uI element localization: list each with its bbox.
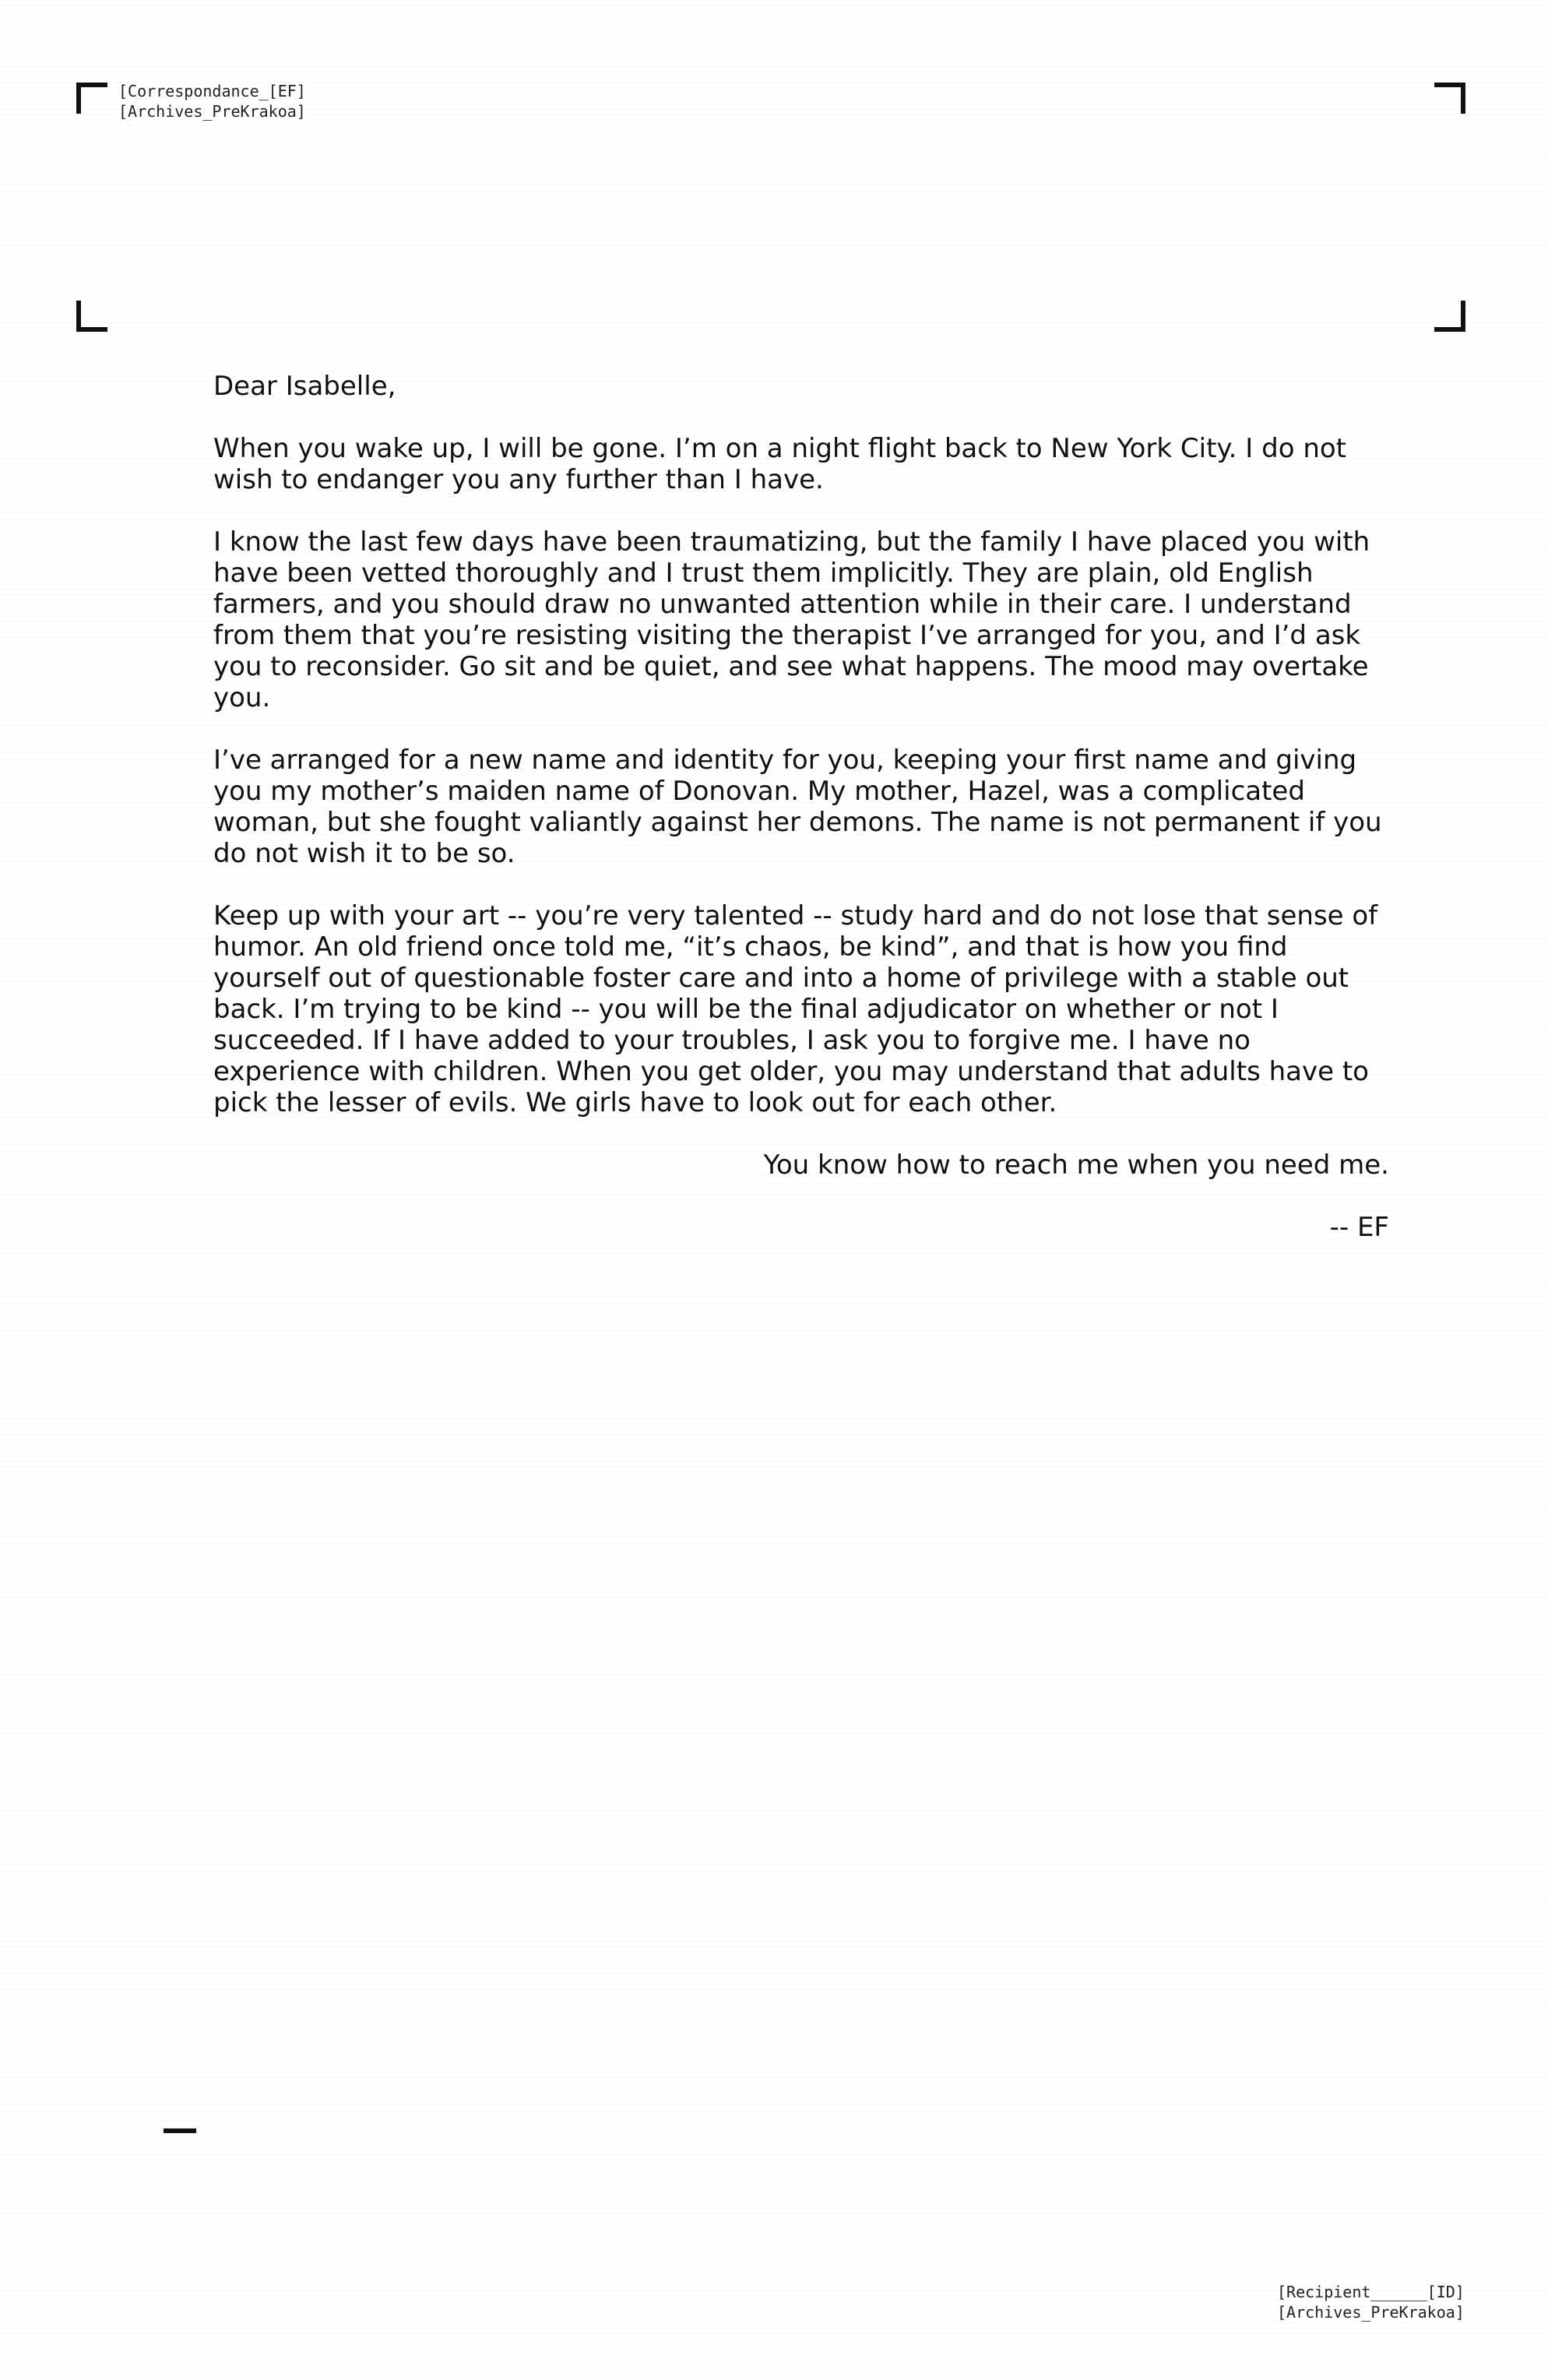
letter-paragraph-3: I’ve arranged for a new name and identity for you, keeping your first name and giving you my mother’s maiden name of Donovan. My mother, Hazel, was a complicated woman, but she fought valiantly against her demons. The name is not permanent if you do not wish it to be so.: [213, 745, 1382, 869]
letter-paragraph-1: When you wake up, I will be gone. I’m on a night flight back to New York City. I do not wish to endanger you any further than I have.: [213, 433, 1346, 495]
corner-mark-top-left: [76, 83, 107, 114]
footer-tag-line-1: [Recipient______[ID]: [1277, 2283, 1465, 2301]
corner-mark-bottom-left: [76, 301, 107, 332]
letter-paragraph-2: I know the last few days have been traumatizing, but the family I have placed you with have been vetted thoroughly and I trust them implicitly. They are plain, old English farmers, and you should draw no unwanted attention while in their care. I understand from them that you’re resisting visiting the therapist I’ve arranged for you, and I’d ask you to reconsider. Go sit and be quiet, and see what happens. The mood may overtake you.: [213, 526, 1370, 713]
signature: -- EF: [1329, 1212, 1389, 1243]
dash-mark: [164, 2128, 196, 2133]
corner-mark-bottom-right: [1434, 301, 1465, 332]
archive-header-tag: [118, 81, 306, 121]
letter-body: [213, 371, 1389, 1274]
letter-paragraph-4: Keep up with your art -- you’re very talented -- study hard and do not lose that sense of humor. An old friend once told me, “it’s chaos, be kind”, and that is how you find yourself out of questionable foster care and into a home of privilege with a stable out back. I’m trying to be kind -- you will be the final adjudicator on whether or not I succeeded. If I have added to your troubles, I ask you to forgive me. I have no experience with children. When you get older, you may understand that adults have to pick the lesser of evils. We girls have to look out for each other.: [213, 900, 1378, 1118]
corner-mark-top-right: [1434, 83, 1465, 114]
header-tag-line-2: [Archives_PreKrakoa]: [118, 102, 306, 121]
closing-line: You know how to reach me when you need me.: [763, 1150, 1389, 1181]
footer-tag-line-2: [Archives_PreKrakoa]: [1277, 2303, 1465, 2322]
salutation: Dear Isabelle,: [213, 371, 396, 402]
archive-footer-tag: [1277, 2282, 1465, 2322]
header-tag-line-1: [Correspondance_[EF]: [118, 82, 306, 100]
